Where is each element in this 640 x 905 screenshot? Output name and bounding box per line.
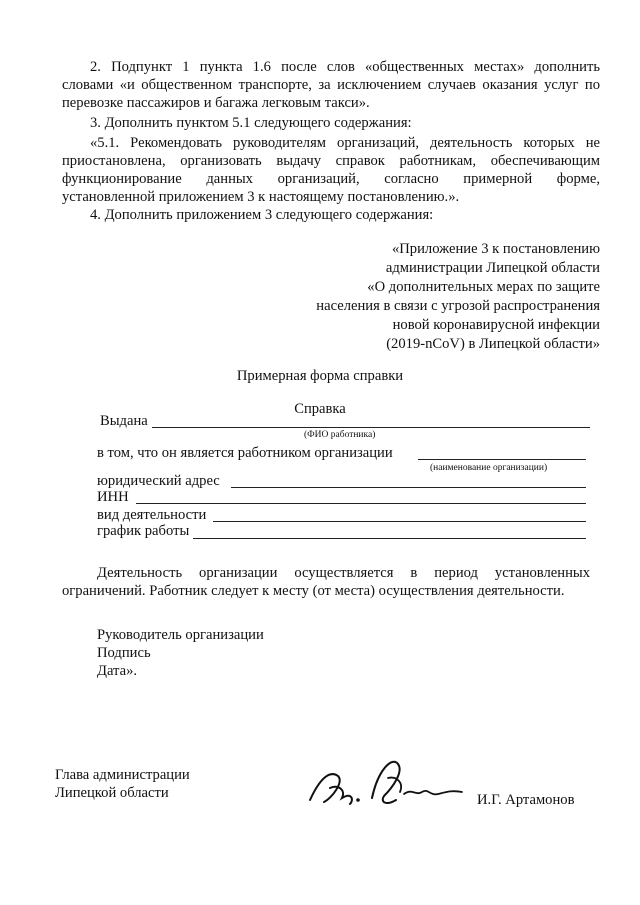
organization-fill-line bbox=[418, 459, 586, 460]
appendix-header-line-1: «Приложение 3 к постановлению bbox=[391, 241, 600, 257]
schedule-label: график работы bbox=[97, 523, 190, 539]
p4-text: 4. Дополнить приложением 3 следующего содержания: bbox=[90, 207, 434, 223]
appendix-header-line-5: новой коронавирусной инфекции bbox=[392, 317, 600, 333]
p51-line-2: приостановлена, организовать выдачу справок работникам, обеспечивающим bbox=[62, 153, 600, 169]
p2-line-2: словами «и общественном транспорте, за исключением случаев оказания услуг по bbox=[62, 77, 600, 93]
handwritten-signature bbox=[300, 748, 475, 818]
position-line-1: Глава администрации bbox=[55, 767, 190, 783]
position-line-2: Липецкой области bbox=[55, 785, 169, 801]
employee-of-label: в том, что он является работником организации bbox=[97, 445, 393, 461]
certificate-title: Справка bbox=[294, 401, 346, 417]
p2-line-3: перевозке пассажиров и багажа легковым такси». bbox=[62, 95, 370, 111]
inn-fill-line bbox=[136, 503, 586, 504]
p51-line-3: функционирование данных организаций, согласно примерной форме, bbox=[62, 171, 600, 187]
form-body-line-1: Деятельность организации осуществляется в период установленных bbox=[97, 565, 590, 581]
issued-label: Выдана bbox=[100, 413, 148, 429]
signature-label: Подпись bbox=[97, 645, 151, 661]
form-body-line-2: ограничений. Работник следует к месту (от места) осуществления деятельности. bbox=[62, 583, 565, 599]
activity-fill-line bbox=[213, 521, 586, 522]
activity-label: вид деятельности bbox=[97, 507, 207, 523]
issued-hint: (ФИО работника) bbox=[304, 430, 376, 440]
legal-address-fill-line bbox=[231, 487, 586, 488]
signer-name: И.Г. Артамонов bbox=[477, 792, 575, 808]
date-label: Дата». bbox=[97, 663, 138, 679]
schedule-fill-line bbox=[193, 538, 586, 539]
appendix-header-line-3: «О дополнительных мерах по защите bbox=[367, 279, 600, 295]
p51-line-4: установленной приложением 3 к настоящему постановлению.». bbox=[62, 189, 460, 205]
head-of-organization: Руководитель организации bbox=[97, 627, 264, 643]
inn-label: ИНН bbox=[97, 489, 129, 505]
p2-line-1: 2. Подпункт 1 пункта 1.6 после слов «общественных местах» дополнить bbox=[90, 59, 600, 75]
organization-hint: (наименование организации) bbox=[430, 463, 548, 473]
appendix-header-line-4: населения в связи с угрозой распространения bbox=[316, 298, 600, 314]
issued-fill-line bbox=[152, 427, 590, 428]
p3-text: 3. Дополнить пунктом 5.1 следующего содержания: bbox=[90, 115, 412, 131]
form-title: Примерная форма справки bbox=[236, 368, 404, 384]
appendix-header-line-2: администрации Липецкой области bbox=[385, 260, 600, 276]
legal-address-label: юридический адрес bbox=[97, 473, 220, 489]
appendix-header-line-6: (2019-nCoV) в Липецкой области» bbox=[386, 336, 600, 352]
p51-line-1: «5.1. Рекомендовать руководителям организаций, деятельность которых не bbox=[90, 135, 600, 151]
